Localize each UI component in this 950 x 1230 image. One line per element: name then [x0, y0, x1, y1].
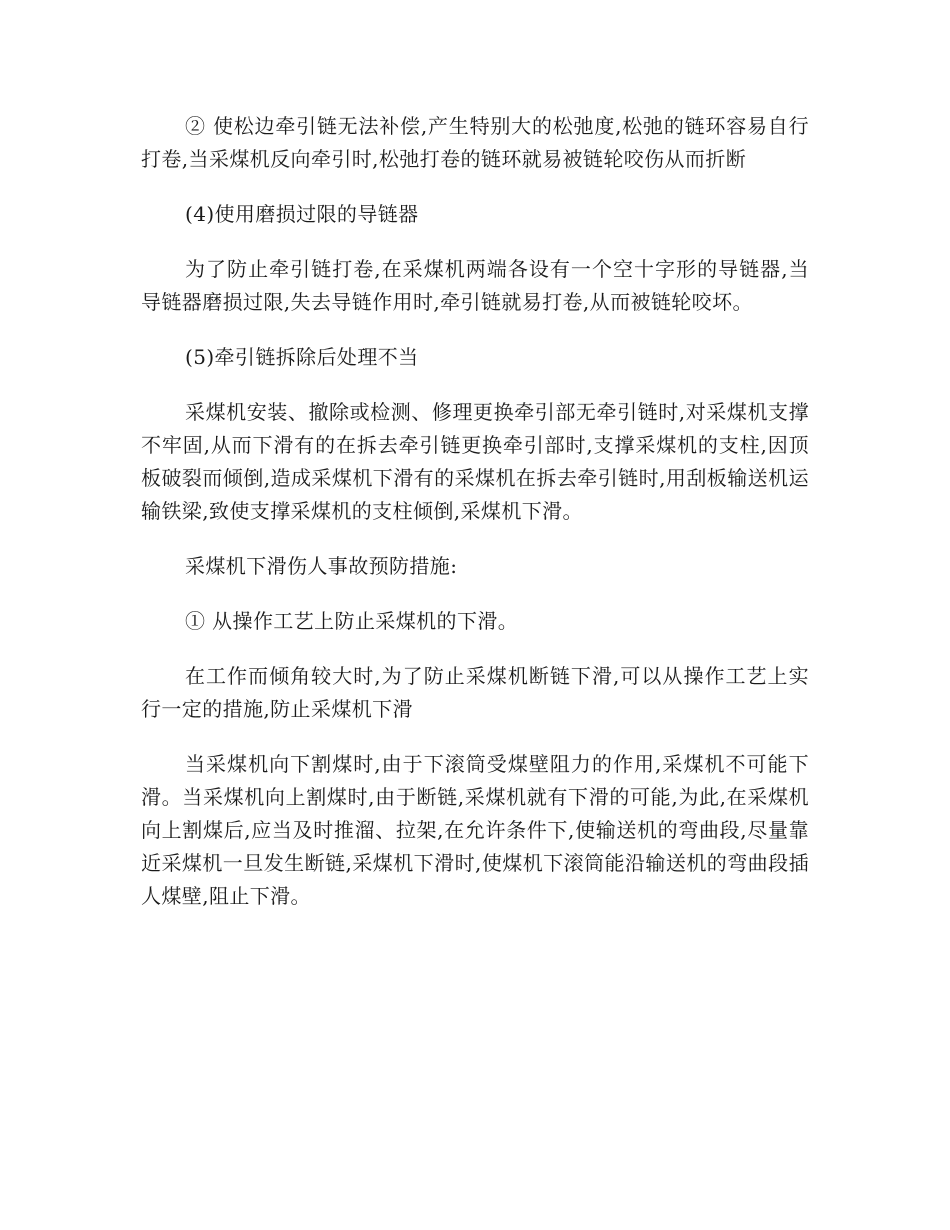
paragraph-4: 在工作而倾角较大时,为了防止采煤机断链下滑,可以从操作工艺上实行一定的措施,防止采煤机下滑: [141, 664, 809, 721]
paragraph-1: ② 使松边牵引链无法补偿,产生特别大的松弛度,松弛的链环容易自行打卷,当采煤机反向牵引时,松弛打卷的链环就易被链轮咬伤从而折断: [141, 114, 809, 171]
prevention-heading: 采煤机下滑伤人事故预防措施:: [185, 554, 458, 578]
section-heading-4: (4)使用磨损过限的导链器: [185, 202, 419, 226]
measure-heading-1: ① 从操作工艺上防止采煤机的下滑。: [185, 609, 519, 633]
paragraph-5: 当采煤机向下割煤时,由于下滚筒受煤壁阻力的作用,采煤机不可能下滑。当采煤机向上割煤时,由于断链,采煤机就有下滑的可能,为此,在采煤机向上割煤后,应当及时推溜、拉架,在允许条件下,使输送机的弯曲段,尽量靠近采煤机一旦发生断链,采煤机下滑时,使煤机下滚筒能沿输送机的弯曲段插人煤壁,阻止下滑。: [141, 752, 809, 908]
document-body: [141, 110, 809, 935]
paragraph-3: 采煤机安装、撤除或检测、修理更换牵引部无牵引链时,对采煤机支撑不牢固,从而下滑有的在拆去牵引链更换牵引部时,支撑采煤机的支柱,因顶板破裂而倾倒,造成采煤机下滑有的采煤机在拆去牵引链时,用刮板输送机运输铁梁,致使支撑采煤机的支柱倾倒,采煤机下滑。: [141, 400, 809, 523]
paragraph-2: 为了防止牵引链打卷,在采煤机两端各设有一个空十字形的导链器,当导链器磨损过限,失去导链作用时,牵引链就易打卷,从而被链轮咬坏。: [141, 257, 809, 314]
section-heading-5: (5)牵引链拆除后处理不当: [185, 345, 419, 369]
